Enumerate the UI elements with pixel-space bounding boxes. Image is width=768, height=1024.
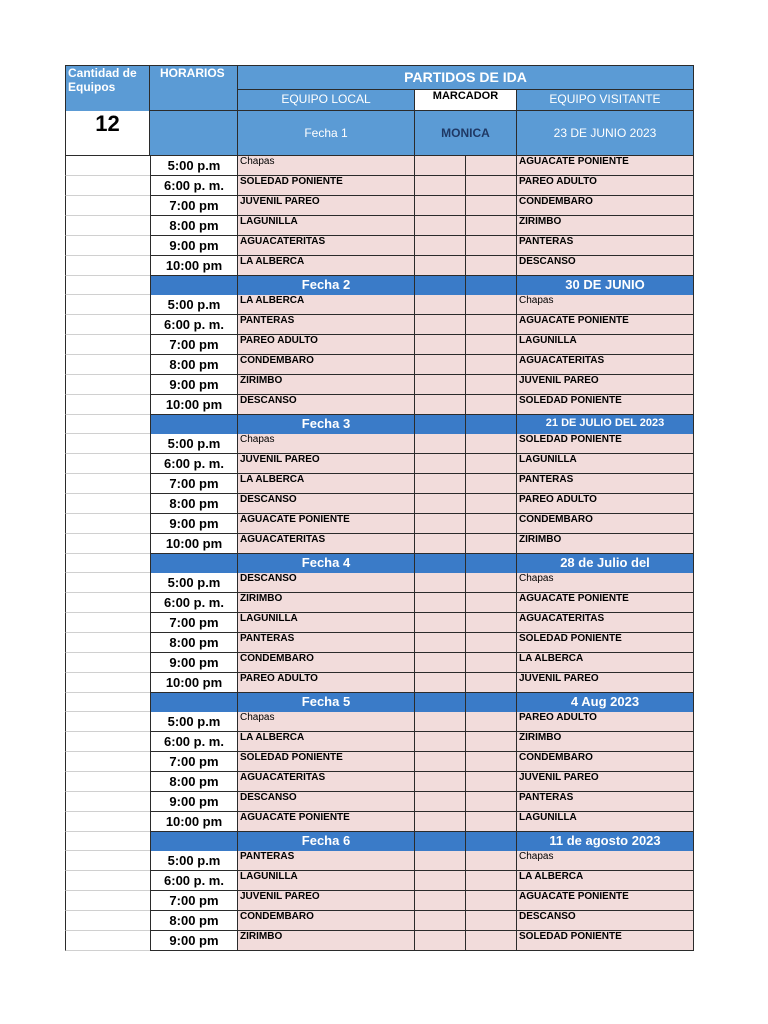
local-team: Chapas	[238, 434, 415, 454]
local-score	[415, 216, 466, 236]
local-team: SOLEDAD PONIENTE	[238, 752, 415, 772]
local-score	[415, 712, 466, 732]
local-score	[415, 256, 466, 276]
match-time: 6:00 p. m.	[150, 593, 238, 613]
fecha1-label: Fecha 1	[238, 111, 415, 156]
match-time: 9:00 pm	[150, 375, 238, 395]
local-team: PAREO ADULTO	[238, 673, 415, 693]
match-time: 6:00 p. m.	[150, 732, 238, 752]
match-time: 5:00 p.m	[150, 434, 238, 454]
fecha-label: Fecha 2	[238, 276, 415, 295]
match-time: 7:00 pm	[150, 613, 238, 633]
local-team: AGUACATERITAS	[238, 534, 415, 554]
visitor-score	[466, 613, 517, 633]
local-score	[415, 593, 466, 613]
equipo-local-header: EQUIPO LOCAL	[238, 90, 415, 111]
fecha-date: 21 DE JULIO DEL 2023	[517, 415, 694, 434]
local-score	[415, 573, 466, 593]
visitor-team: CONDEMBARO	[517, 196, 694, 216]
visitor-team: Chapas	[517, 851, 694, 871]
match-time: 7:00 pm	[150, 752, 238, 772]
visitor-team: PANTERAS	[517, 474, 694, 494]
visitor-score	[466, 653, 517, 673]
row-index-cell	[65, 196, 150, 216]
title-header: PARTIDOS DE IDA	[238, 65, 694, 90]
row-index-cell	[65, 375, 150, 395]
visitor-team: SOLEDAD PONIENTE	[517, 633, 694, 653]
row-index-cell	[65, 256, 150, 276]
visitor-team: Chapas	[517, 295, 694, 315]
visitor-team: LA ALBERCA	[517, 653, 694, 673]
band-time-cell	[150, 276, 238, 295]
row-index-cell	[65, 434, 150, 454]
row-index-cell	[65, 355, 150, 375]
visitor-team: LAGUNILLA	[517, 335, 694, 355]
local-team: LA ALBERCA	[238, 474, 415, 494]
visitor-team: ZIRIMBO	[517, 732, 694, 752]
band-time-cell	[150, 554, 238, 573]
local-team: ZIRIMBO	[238, 375, 415, 395]
fecha1-referee: MONICA	[415, 111, 517, 156]
visitor-team: AGUACATERITAS	[517, 355, 694, 375]
local-score	[415, 673, 466, 693]
local-team: Chapas	[238, 156, 415, 176]
local-team: DESCANSO	[238, 792, 415, 812]
schedule-sheet	[65, 65, 694, 957]
row-index-cell	[65, 534, 150, 554]
local-score	[415, 514, 466, 534]
local-score	[415, 911, 466, 931]
row-index-cell	[65, 891, 150, 911]
local-score	[415, 851, 466, 871]
band-time-cell	[150, 832, 238, 851]
visitor-team: JUVENIL PAREO	[517, 673, 694, 693]
fecha-label: Fecha 3	[238, 415, 415, 434]
visitor-score	[466, 871, 517, 891]
visitor-score	[466, 196, 517, 216]
band-time-cell	[150, 415, 238, 434]
visitor-team: JUVENIL PAREO	[517, 772, 694, 792]
local-team: PAREO ADULTO	[238, 335, 415, 355]
visitor-team: LAGUNILLA	[517, 454, 694, 474]
visitor-score	[466, 156, 517, 176]
local-score	[415, 196, 466, 216]
row-index-cell	[65, 871, 150, 891]
visitor-score	[466, 454, 517, 474]
visitor-score	[466, 712, 517, 732]
team-count: 12	[65, 111, 150, 156]
local-score	[415, 732, 466, 752]
visitor-score	[466, 891, 517, 911]
visitor-team: PAREO ADULTO	[517, 494, 694, 514]
match-time: 5:00 p.m	[150, 573, 238, 593]
visitor-score	[466, 295, 517, 315]
band-index-cell	[65, 554, 150, 573]
row-index-cell	[65, 494, 150, 514]
match-time: 8:00 pm	[150, 355, 238, 375]
row-index-cell	[65, 812, 150, 832]
visitor-score	[466, 851, 517, 871]
local-team: LA ALBERCA	[238, 732, 415, 752]
match-time: 9:00 pm	[150, 514, 238, 534]
visitor-score	[466, 732, 517, 752]
fecha-date: 28 de Julio del	[517, 554, 694, 573]
local-score	[415, 613, 466, 633]
match-time: 7:00 pm	[150, 196, 238, 216]
match-time: 10:00 pm	[150, 673, 238, 693]
visitor-team: ZIRIMBO	[517, 534, 694, 554]
row-index-cell	[65, 573, 150, 593]
match-time: 7:00 pm	[150, 335, 238, 355]
match-time: 9:00 pm	[150, 792, 238, 812]
fecha-date: 4 Aug 2023	[517, 693, 694, 712]
local-score	[415, 335, 466, 355]
match-time: 5:00 p.m	[150, 851, 238, 871]
visitor-score	[466, 514, 517, 534]
visitor-score	[466, 812, 517, 832]
local-team: DESCANSO	[238, 494, 415, 514]
band-score-cell	[415, 693, 466, 712]
local-team: Chapas	[238, 712, 415, 732]
band-score-cell	[466, 276, 517, 295]
visitor-score	[466, 315, 517, 335]
fecha-label: Fecha 6	[238, 832, 415, 851]
local-team: LAGUNILLA	[238, 871, 415, 891]
local-score	[415, 434, 466, 454]
local-score	[415, 474, 466, 494]
visitor-team: AGUACATERITAS	[517, 613, 694, 633]
local-team: LA ALBERCA	[238, 295, 415, 315]
local-score	[415, 891, 466, 911]
match-time: 8:00 pm	[150, 216, 238, 236]
visitor-score	[466, 573, 517, 593]
match-time: 10:00 pm	[150, 812, 238, 832]
visitor-team: AGUACATE PONIENTE	[517, 891, 694, 911]
row-index-cell	[65, 514, 150, 534]
local-score	[415, 395, 466, 415]
local-score	[415, 236, 466, 256]
visitor-team: Chapas	[517, 573, 694, 593]
fecha-date: 30 DE JUNIO	[517, 276, 694, 295]
local-score	[415, 633, 466, 653]
local-score	[415, 454, 466, 474]
local-team: LAGUNILLA	[238, 216, 415, 236]
local-score	[415, 931, 466, 951]
match-time: 10:00 pm	[150, 256, 238, 276]
visitor-team: AGUACATE PONIENTE	[517, 156, 694, 176]
local-team: PANTERAS	[238, 851, 415, 871]
local-team: JUVENIL PAREO	[238, 891, 415, 911]
match-time: 5:00 p.m	[150, 156, 238, 176]
band-score-cell	[466, 554, 517, 573]
match-time: 6:00 p. m.	[150, 871, 238, 891]
local-score	[415, 375, 466, 395]
visitor-score	[466, 355, 517, 375]
local-team: AGUACATERITAS	[238, 236, 415, 256]
row-index-cell	[65, 613, 150, 633]
row-index-cell	[65, 335, 150, 355]
visitor-score	[466, 494, 517, 514]
fecha1-time-cell	[150, 111, 238, 156]
visitor-team: PANTERAS	[517, 792, 694, 812]
visitor-score	[466, 434, 517, 454]
match-time: 8:00 pm	[150, 772, 238, 792]
local-score	[415, 534, 466, 554]
visitor-score	[466, 593, 517, 613]
equipo-visitante-header: EQUIPO VISITANTE	[517, 90, 694, 111]
local-score	[415, 156, 466, 176]
visitor-team: ZIRIMBO	[517, 216, 694, 236]
row-index-cell	[65, 732, 150, 752]
visitor-score	[466, 911, 517, 931]
visitor-team: PAREO ADULTO	[517, 176, 694, 196]
band-score-cell	[415, 832, 466, 851]
local-score	[415, 494, 466, 514]
local-team: CONDEMBARO	[238, 911, 415, 931]
row-index-cell	[65, 653, 150, 673]
visitor-score	[466, 256, 517, 276]
match-time: 6:00 p. m.	[150, 176, 238, 196]
fecha1-date: 23 DE JUNIO 2023	[517, 111, 694, 156]
visitor-score	[466, 752, 517, 772]
local-team: LAGUNILLA	[238, 613, 415, 633]
local-team: JUVENIL PAREO	[238, 454, 415, 474]
local-score	[415, 355, 466, 375]
marcador-header: MARCADOR	[415, 90, 517, 111]
local-score	[415, 812, 466, 832]
visitor-team: CONDEMBARO	[517, 752, 694, 772]
cantidad-header: Cantidad de Equipos	[65, 65, 150, 111]
visitor-team: DESCANSO	[517, 911, 694, 931]
visitor-team: AGUACATE PONIENTE	[517, 315, 694, 335]
local-team: JUVENIL PAREO	[238, 196, 415, 216]
visitor-score	[466, 236, 517, 256]
row-index-cell	[65, 772, 150, 792]
band-index-cell	[65, 415, 150, 434]
local-team: AGUACATE PONIENTE	[238, 812, 415, 832]
local-team: DESCANSO	[238, 573, 415, 593]
local-team: LA ALBERCA	[238, 256, 415, 276]
local-score	[415, 653, 466, 673]
row-index-cell	[65, 792, 150, 812]
local-team: SOLEDAD PONIENTE	[238, 176, 415, 196]
visitor-team: SOLEDAD PONIENTE	[517, 395, 694, 415]
match-time: 5:00 p.m	[150, 295, 238, 315]
local-team: AGUACATE PONIENTE	[238, 514, 415, 534]
local-score	[415, 752, 466, 772]
row-index-cell	[65, 851, 150, 871]
band-index-cell	[65, 276, 150, 295]
match-time: 10:00 pm	[150, 534, 238, 554]
row-index-cell	[65, 931, 150, 951]
fecha-date: 11 de agosto 2023	[517, 832, 694, 851]
visitor-score	[466, 395, 517, 415]
row-index-cell	[65, 236, 150, 256]
match-time: 5:00 p.m	[150, 712, 238, 732]
match-time: 6:00 p. m.	[150, 454, 238, 474]
local-team: ZIRIMBO	[238, 931, 415, 951]
visitor-team: PANTERAS	[517, 236, 694, 256]
band-score-cell	[466, 415, 517, 434]
band-index-cell	[65, 693, 150, 712]
horarios-header: HORARIOS	[150, 65, 238, 90]
horarios-header-sub	[150, 90, 238, 111]
row-index-cell	[65, 474, 150, 494]
local-team: ZIRIMBO	[238, 593, 415, 613]
match-time: 10:00 pm	[150, 395, 238, 415]
visitor-team: DESCANSO	[517, 256, 694, 276]
fecha-label: Fecha 5	[238, 693, 415, 712]
local-team: DESCANSO	[238, 395, 415, 415]
match-time: 8:00 pm	[150, 633, 238, 653]
row-index-cell	[65, 593, 150, 613]
visitor-team: JUVENIL PAREO	[517, 375, 694, 395]
visitor-score	[466, 673, 517, 693]
band-time-cell	[150, 693, 238, 712]
fecha-label: Fecha 4	[238, 554, 415, 573]
local-score	[415, 176, 466, 196]
visitor-score	[466, 176, 517, 196]
visitor-team: LA ALBERCA	[517, 871, 694, 891]
local-team: CONDEMBARO	[238, 653, 415, 673]
local-score	[415, 295, 466, 315]
visitor-team: CONDEMBARO	[517, 514, 694, 534]
visitor-score	[466, 534, 517, 554]
match-time: 6:00 p. m.	[150, 315, 238, 335]
visitor-score	[466, 772, 517, 792]
row-index-cell	[65, 712, 150, 732]
local-team: PANTERAS	[238, 315, 415, 335]
match-time: 9:00 pm	[150, 236, 238, 256]
visitor-team: SOLEDAD PONIENTE	[517, 434, 694, 454]
band-score-cell	[415, 415, 466, 434]
match-time: 7:00 pm	[150, 891, 238, 911]
visitor-score	[466, 335, 517, 355]
match-time: 7:00 pm	[150, 474, 238, 494]
match-time: 8:00 pm	[150, 494, 238, 514]
visitor-score	[466, 633, 517, 653]
band-index-cell	[65, 832, 150, 851]
match-time: 8:00 pm	[150, 911, 238, 931]
local-team: CONDEMBARO	[238, 355, 415, 375]
row-index-cell	[65, 295, 150, 315]
visitor-team: AGUACATE PONIENTE	[517, 593, 694, 613]
row-index-cell	[65, 156, 150, 176]
row-index-cell	[65, 454, 150, 474]
visitor-score	[466, 375, 517, 395]
row-index-cell	[65, 395, 150, 415]
local-score	[415, 772, 466, 792]
local-team: PANTERAS	[238, 633, 415, 653]
visitor-score	[466, 931, 517, 951]
row-index-cell	[65, 673, 150, 693]
local-score	[415, 792, 466, 812]
row-index-cell	[65, 752, 150, 772]
row-index-cell	[65, 315, 150, 335]
local-score	[415, 871, 466, 891]
band-score-cell	[466, 832, 517, 851]
match-time: 9:00 pm	[150, 931, 238, 951]
visitor-team: PAREO ADULTO	[517, 712, 694, 732]
visitor-team: LAGUNILLA	[517, 812, 694, 832]
band-score-cell	[466, 693, 517, 712]
visitor-team: SOLEDAD PONIENTE	[517, 931, 694, 951]
match-time: 9:00 pm	[150, 653, 238, 673]
visitor-score	[466, 216, 517, 236]
row-index-cell	[65, 216, 150, 236]
visitor-score	[466, 474, 517, 494]
band-score-cell	[415, 554, 466, 573]
local-team: AGUACATERITAS	[238, 772, 415, 792]
local-score	[415, 315, 466, 335]
band-score-cell	[415, 276, 466, 295]
visitor-score	[466, 792, 517, 812]
row-index-cell	[65, 176, 150, 196]
row-index-cell	[65, 633, 150, 653]
row-index-cell	[65, 911, 150, 931]
